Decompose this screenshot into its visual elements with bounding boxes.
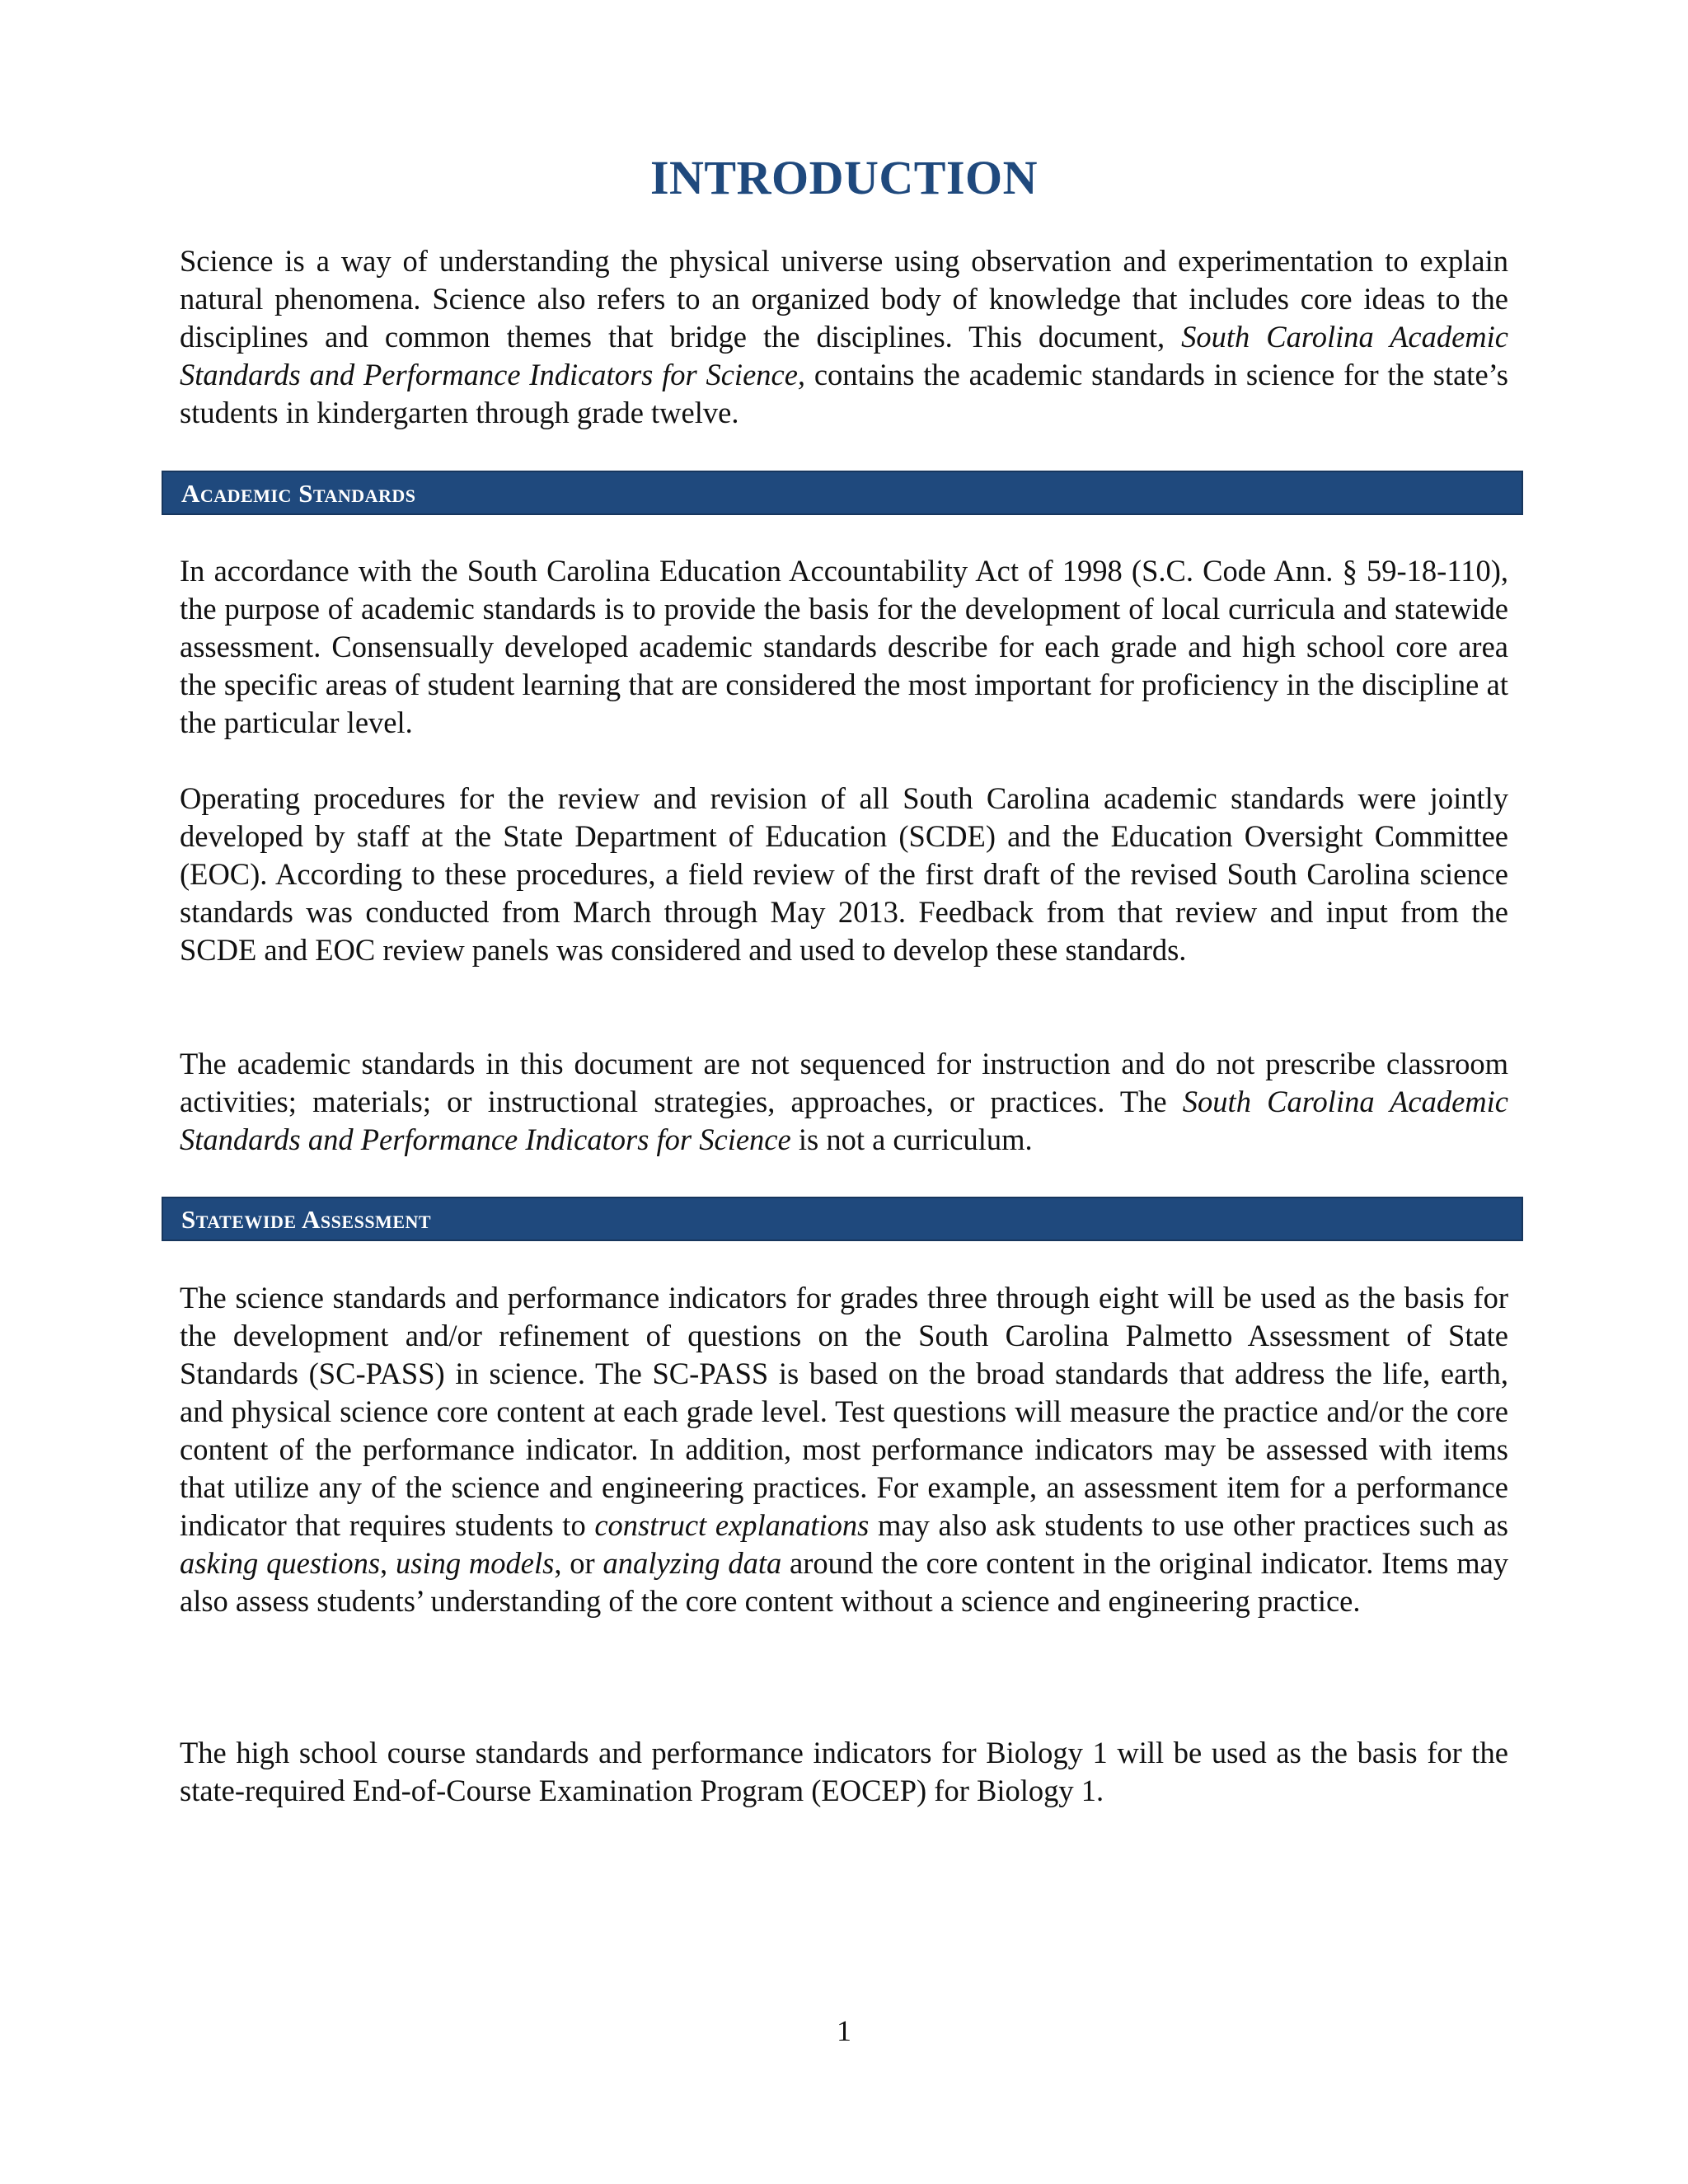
statewide-assessment-paragraph-1 bbox=[180, 1279, 1508, 1620]
academic-standards-paragraph-1: In accordance with the South Carolina Education Accountability Act of 1998 (S.C. Code Ann. § 59-18-110), the purpose of academic standards is to provide the basis for the development of local curricula and statewide assessment. Consensually developed academic standards describe for each grade and high school core area the specific areas of student learning that are considered the most important for proficiency in the discipline at the particular level. bbox=[180, 554, 1508, 739]
paragraph-text-part2: may also ask students to use other practices such as bbox=[869, 1508, 1508, 1542]
section-heading-statewide-assessment bbox=[162, 1197, 1523, 1241]
practice-analyzing-data: analyzing data bbox=[603, 1546, 782, 1580]
academic-standards-paragraph-2: Operating procedures for the review and revision of all South Carolina academic standards were jointly developed by staff at the State Department of Education (SCDE) and the Education Oversight Committee (EOC). According to these procedures, a field review of the first draft of the revised South Carolina science standards was conducted from March through May 2013. Feedback from that review and input from the SCDE and EOC review panels was considered and used to develop these standards. bbox=[180, 781, 1508, 967]
intro-text-part2: contains the academic standards in science for the state’s students in kindergarten through grade twelve. bbox=[180, 358, 1508, 429]
paragraph-text-part4: , or bbox=[554, 1546, 603, 1580]
practice-asking-questions: asking questions bbox=[180, 1546, 381, 1580]
intro-document-title: South Carolina Academic Standards and Performance Indicators for Science, bbox=[180, 320, 1508, 391]
page-title: INTRODUCTION bbox=[649, 151, 1039, 204]
paragraph-text-part5: around the core content in the original indicator. Items may also assess students’ understanding of the core content without a science and engineering practice. bbox=[180, 1546, 1509, 1618]
section-heading-label: Academic Standards bbox=[181, 479, 416, 508]
section-heading-label: Statewide Assessment bbox=[181, 1205, 432, 1234]
intro-paragraph bbox=[180, 242, 1508, 432]
section-heading-academic-standards bbox=[162, 471, 1523, 515]
paragraph-text-part1: The academic standards in this document are not sequenced for instruction and do not prescribe classroom activities; materials; or instructional strategies, approaches, or practices. The bbox=[180, 1047, 1508, 1118]
paragraph-text-part3: , bbox=[380, 1546, 396, 1580]
paragraph-text-part2: is not a curriculum. bbox=[790, 1122, 1033, 1156]
page-number: 1 bbox=[837, 2014, 851, 2047]
paragraph-document-title: South Carolina Academic Standards and Performance Indicators for Science bbox=[180, 1085, 1508, 1156]
intro-text-part1: Science is a way of understanding the physical universe using observation and experimentation to explain natural phenomena. Science also refers to an organized body of knowledge that includes core ideas to the disciplines and common themes that bridge the disciplines. This document, bbox=[180, 244, 1508, 354]
practice-construct-explanations: construct explanations bbox=[594, 1508, 870, 1542]
paragraph-text-part1: The science standards and performance indicators for grades three through eight will be used as the basis for the development and/or refinement of questions on the South Carolina Palmetto Assessment of State Standards (SC-PASS) in science. The SC-PASS is based on the broad standards that address the life, earth, and physical science core content at each grade level. Test questions will measure the practice and/or the core content of the performance indicator. In addition, most performance indicators may be assessed with items that utilize any of the science and engineering practices. For example, an assessment item for a performance indicator that requires students to bbox=[180, 1281, 1508, 1542]
statewide-assessment-paragraph-2: The high school course standards and performance indicators for Biology 1 will be used as the basis for the state-required End-of-Course Examination Program (EOCEP) for Biology 1. bbox=[180, 1736, 1508, 1807]
academic-standards-paragraph-3 bbox=[180, 1045, 1508, 1159]
practice-using-models: using models bbox=[396, 1546, 555, 1580]
